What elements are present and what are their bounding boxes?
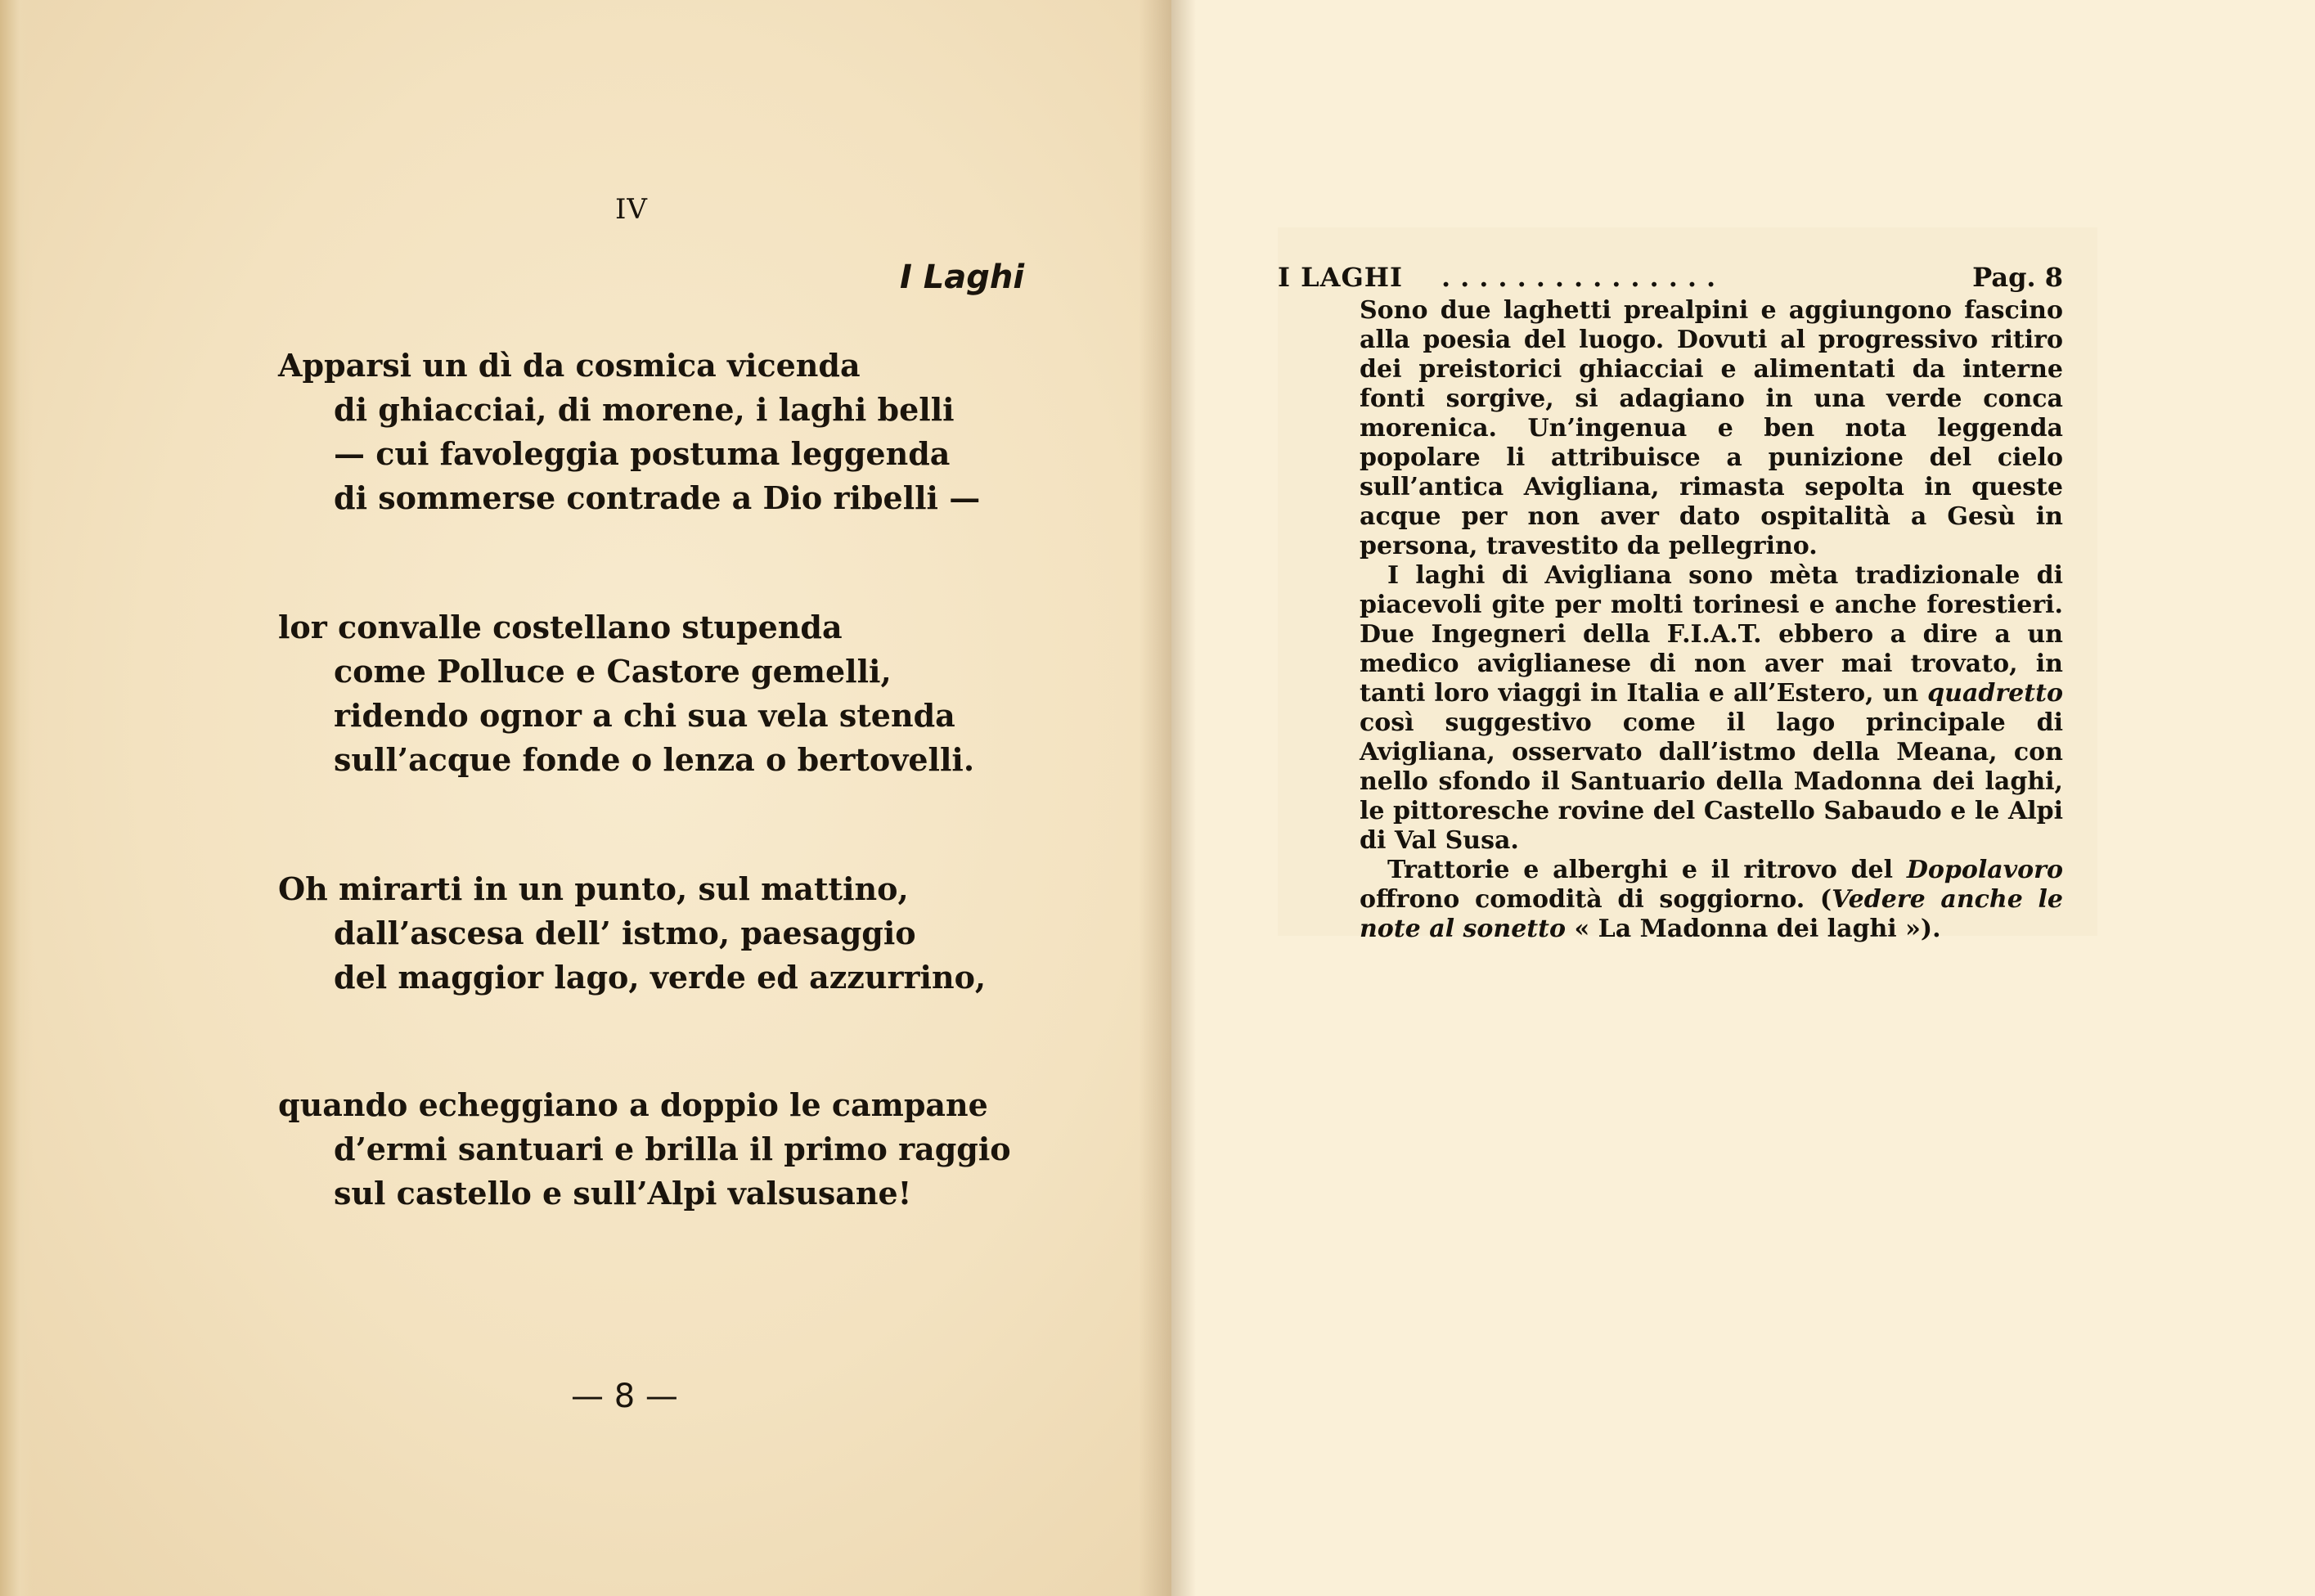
note-italic-text: Dopolavoro: [1906, 856, 2063, 884]
note-italic-text: quadretto: [1927, 679, 2063, 708]
verse-line: lor convalle costellano stupenda: [278, 609, 843, 645]
verse-line: ridendo ognor a chi sua vela stenda: [334, 697, 955, 734]
verse-line: Oh mirarti in un punto, sul mattino,: [278, 870, 909, 907]
note-body: [1360, 296, 2063, 944]
section-numeral: IV: [615, 193, 648, 226]
note-text: così suggestivo come il lago principale di Avigliana, osservato dall’istmo della Meana, con nello sfondo il Santuario della Madonna dei laghi, le pittoresche rovine del Castello Sabaudo e le Alpi di Val Susa.: [1360, 708, 2063, 855]
note-header: [1278, 262, 2063, 294]
page-number: — 8 —: [571, 1378, 678, 1415]
verse-line: Apparsi un dì da cosmica vicenda: [278, 347, 861, 384]
note-title: I LAGHI: [1278, 262, 1403, 293]
note-paragraph: [1360, 856, 2063, 944]
stanza-4: [278, 1083, 1011, 1216]
verse-line: sull’acque fonde o lenza o bertovelli.: [334, 741, 975, 778]
note-text: offrono comodità di soggiorno. (: [1360, 885, 1832, 914]
stanza-2: [278, 605, 974, 782]
stanza-1: [278, 344, 980, 520]
verse-line: quando echeggiano a doppio le campane: [278, 1086, 988, 1123]
note-text: « La Madonna dei laghi »).: [1566, 915, 1941, 943]
stanza-3: [278, 867, 986, 1000]
verse-line: — cui favoleggia postuma leggenda: [334, 435, 951, 472]
note-text: I laghi di Avigliana sono mèta tradizionale di piacevoli gite per molti torinesi e anche forestieri. Due Ingegneri della F.I.A.T. ebbero a dire a un medico aviglianese di non aver mai trovato, in tanti loro viaggi in Italia e all’Estero, un: [1360, 561, 2063, 708]
verse-line: dall’ascesa dell’ istmo, paesaggio: [334, 915, 916, 951]
dot-leader: ...............: [1441, 262, 1726, 293]
verse-line: come Polluce e Castore gemelli,: [334, 653, 892, 690]
note-page-ref: Pag. 8: [1972, 262, 2063, 293]
verse-line: del maggior lago, verde ed azzurrino,: [334, 959, 987, 996]
poem-title: I Laghi: [900, 259, 1025, 296]
note-paragraph: Sono due laghetti prealpini e aggiungono fascino alla poesia del luogo. Dovuti al progressivo ritiro dei preistorici ghiacciai e alimentati da interne fonti sorgive, si adagiano in una verde conca morenica. Un’ingenua e ben nota leggenda popolare li attribuisce a punizione del cielo sull’antica Avigliana, rimasta sepolta in queste acque per non aver dato ospitalità a Gesù in persona, travestito da pellegrino.: [1360, 296, 2063, 560]
right-page: [1171, 0, 2315, 1596]
note-italic-text: Vedere anche le note al sonetto: [1360, 885, 2063, 943]
verse-line: sul castello e sull’Alpi valsusane!: [334, 1175, 912, 1212]
note-clipping: [1278, 227, 2097, 943]
note-text: Trattorie e alberghi e il ritrovo del: [1387, 856, 1907, 884]
verse-line: di sommerse contrade a Dio ribelli —: [334, 479, 981, 516]
note-paragraph: [1360, 561, 2063, 856]
verse-line: d’ermi santuari e brilla il primo raggio: [334, 1131, 1011, 1167]
verse-line: di ghiacciai, di morene, i laghi belli: [334, 391, 955, 428]
